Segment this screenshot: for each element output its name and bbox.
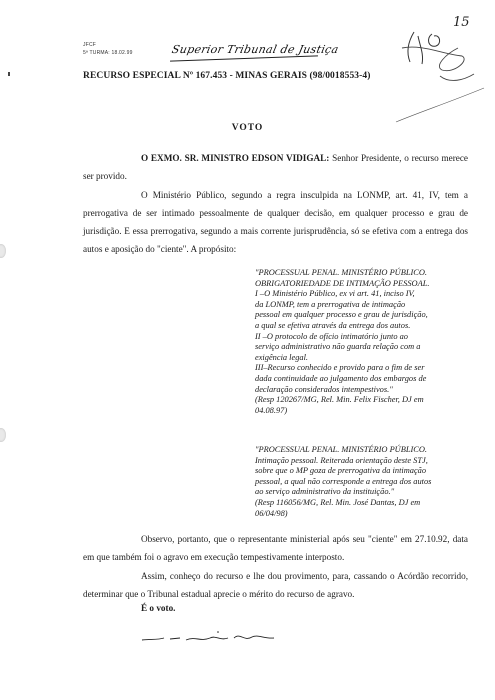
opening-text: Senhor Presidente, o recurso merece ser provido. (83, 153, 469, 181)
quote-line: I –O Ministério Público, ex vi art. 41, inciso IV, (255, 289, 415, 299)
quote-line: "PROCESSUAL PENAL. MINISTÉRIO PÚBLICO. (255, 445, 428, 454)
quote-line: ao serviço administrativo da instituição." (255, 487, 395, 497)
quote-line: (Resp 120267/MG, Rel. Min. Felix Fischer, DJ em (255, 395, 424, 405)
closing-line: É o voto. (141, 603, 176, 613)
quote-line: 04.08.97) (255, 405, 288, 415)
speaker-lead: O EXMO. SR. MINISTRO EDSON VIDIGAL: (141, 153, 330, 163)
paragraph-observation: Observo, portanto, que o representante ministerial após seu "ciente" em 27.10.92, data em que também foi o agravo em execução tempestivamente interposto. (83, 534, 468, 562)
court-underline (170, 55, 318, 61)
section-heading: VOTO (231, 123, 264, 133)
punch-hole (0, 244, 6, 258)
quote-line: exigência legal. (255, 352, 309, 362)
margin-mark (8, 72, 10, 76)
quote-line: a qual se efetiva através da entrega dos autos. (255, 320, 411, 330)
handwritten-initials (392, 18, 492, 128)
paragraph-prerogative: O Ministério Público, segundo a regra insculpida na LONMP, art. 41, IV, tem a prerrogativa de ser intimado pessoalmente de qualquer decisão, em qualquer processo e grau de jurisdição. E essa prerrogativa, segundo a mais corrente jurisprudência, só se efetiva com a entrega dos autos e aposição do "ciente". A propósito: (83, 190, 468, 254)
page-number-stamp: 15 (453, 15, 470, 30)
quote-line: Intimação pessoal. Reiterada orientação deste STJ, (255, 455, 428, 465)
quote-line: II –O protocolo de ofício intimatório junto ao (255, 331, 408, 341)
quote-line: 06/04/98) (255, 508, 288, 518)
quote-line: sobre que o MP goza de prerrogativa da intimação (255, 466, 427, 476)
quote-line: III–Recurso conhecido e provido para o fim de ser (255, 363, 425, 373)
paragraph-opening (83, 149, 468, 185)
quote-line: OBRIGATORIEDADE DE INTIMAÇÃO PESSOAL. (255, 278, 430, 288)
header-org: JFCF (83, 42, 97, 48)
court-name: Superior Tribunal de Justiça (170, 43, 340, 56)
quote-line: declaração considerados intempestivos." (255, 384, 393, 394)
quote-line: (Resp 116056/MG, Rel. Min. José Dantas, DJ em (255, 497, 421, 507)
citation-quote-2 (255, 445, 455, 519)
quote-line: pessoal, a qual não corresponde a entrega dos autos (255, 476, 432, 486)
punch-hole (0, 428, 6, 442)
quote-line: pessoal em qualquer processo e grau de jurisdição, (255, 310, 428, 320)
quote-line: "PROCESSUAL PENAL. MINISTÉRIO PÚBLICO. (255, 268, 428, 277)
citation-quote-1 (255, 268, 455, 416)
case-title: RECURSO ESPECIAL Nº 167.453 - MINAS GERAIS (98/0018553-4) (83, 71, 371, 81)
signature (140, 626, 280, 646)
header-turma: 5ª TURMA: 18.02.99 (83, 50, 133, 56)
quote-line: serviço administrativo não guarda relação com a (255, 342, 421, 352)
paragraph-decision: Assim, conheço do recurso e lhe dou provimento, para, cassando o Acórdão recorrido, determinar que o Tribunal estadual aprecie o mérito do recurso de agravo. (83, 571, 468, 599)
quote-line: da LONMP, tem a prerrogativa de intimação (255, 299, 406, 309)
quote-line: dada continuidade ao julgamento dos embargos de (255, 373, 427, 383)
